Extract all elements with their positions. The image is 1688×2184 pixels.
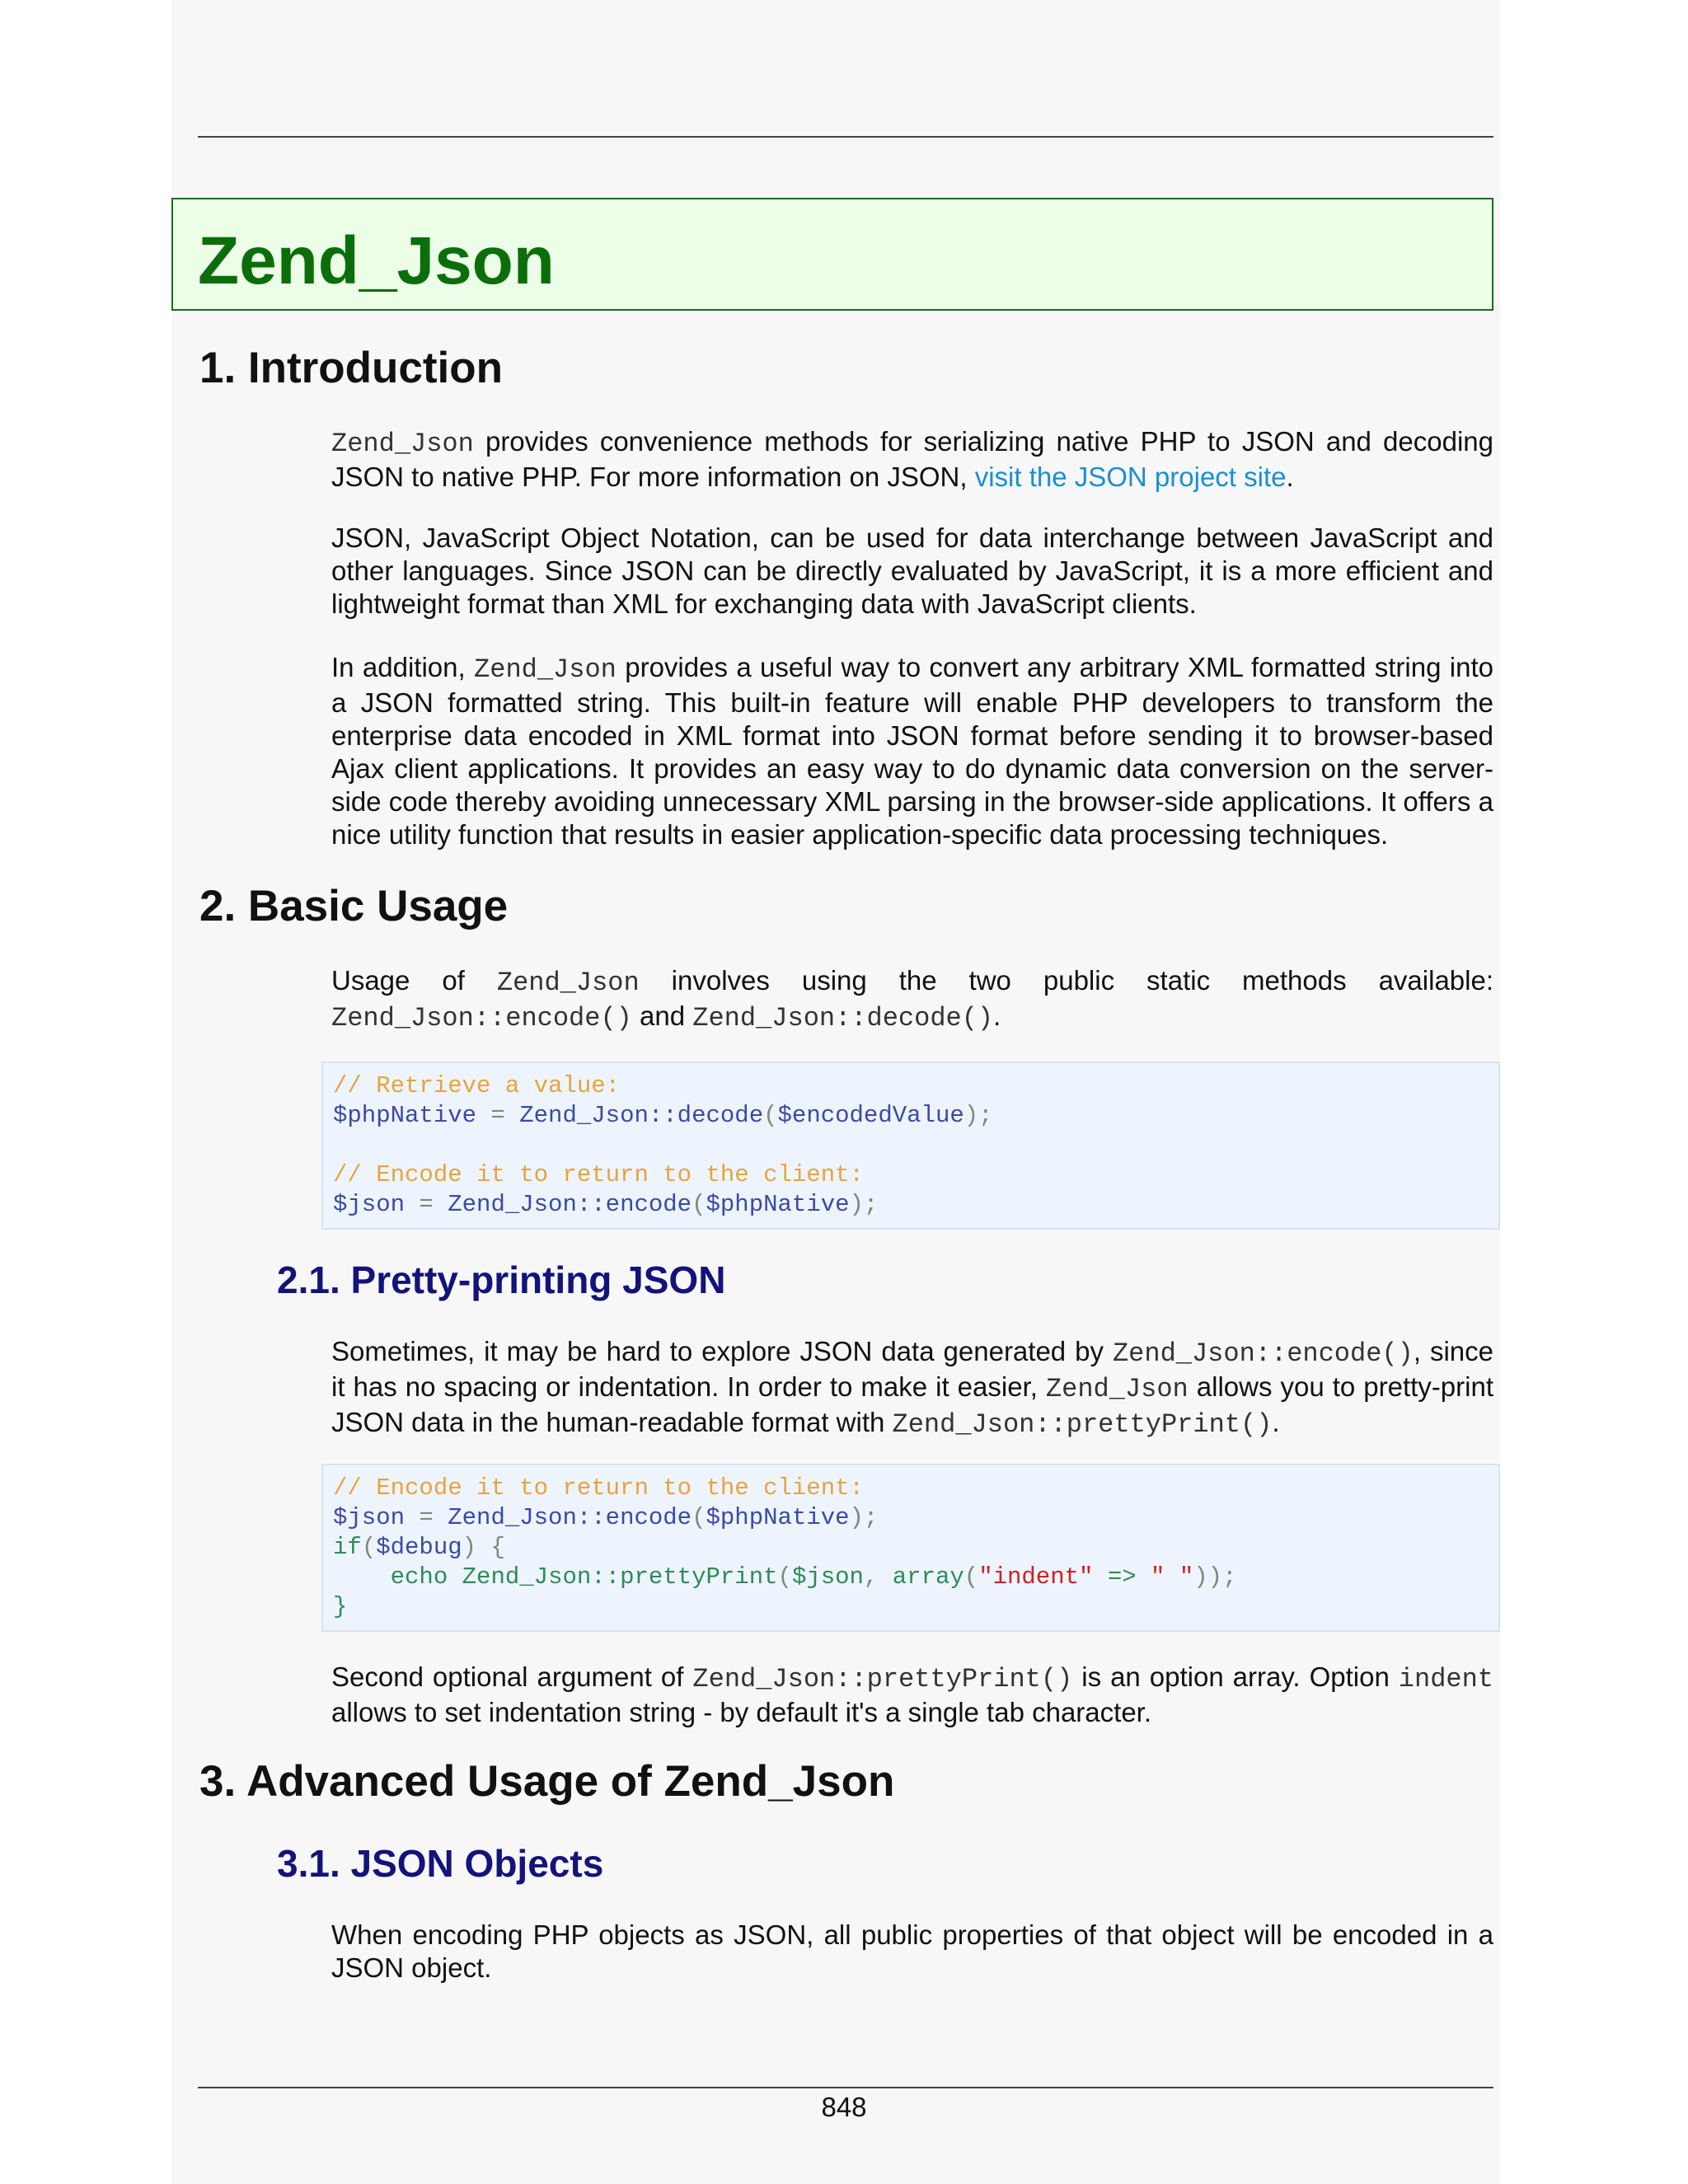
inline-code: Zend_Json — [331, 429, 474, 459]
code-punctuation: ); — [964, 1102, 993, 1129]
code-line — [333, 1474, 1489, 1503]
page-number: 848 — [821, 2092, 867, 2122]
code-line — [333, 1533, 1489, 1563]
code-punctuation: ( — [763, 1102, 778, 1129]
paragraph-text: Usage of — [331, 965, 497, 996]
paragraph-text: and — [631, 1001, 693, 1031]
code-string: " " — [1151, 1563, 1194, 1591]
code-punctuation: )); — [1193, 1563, 1237, 1591]
code-variable: $json — [333, 1504, 406, 1531]
code-line — [333, 1190, 1489, 1220]
code-keyword: echo — [390, 1563, 448, 1591]
section-heading-introduction: 1. Introduction — [199, 344, 504, 392]
subsection-heading-pretty-printing: 2.1. Pretty-printing JSON — [277, 1258, 726, 1301]
code-line-blank — [333, 1131, 1489, 1160]
code-punctuation: , — [863, 1563, 893, 1591]
header-rule — [198, 136, 1493, 138]
code-variable: $phpNative — [706, 1191, 850, 1218]
inline-code: Zend_Json::encode() — [1112, 1338, 1414, 1369]
code-string: "indent" — [978, 1563, 1094, 1591]
code-variable: $json — [791, 1563, 864, 1591]
code-function: Zend_Json::encode — [448, 1504, 692, 1531]
paragraph-text: Second optional argument of — [331, 1661, 693, 1692]
title-box — [171, 198, 1493, 311]
code-line — [333, 1160, 1489, 1190]
paragraph-text: In addition, — [331, 652, 475, 682]
paragraph-text: , since it has no spacing or indentation. In order to make it easier, — [331, 1336, 1493, 1402]
pretty-printing-paragraph — [331, 1335, 1493, 1441]
paragraph-text: Sometimes, it may be hard to explore JSON data generated by — [331, 1336, 1113, 1366]
code-variable: $phpNative — [333, 1102, 477, 1129]
paragraph-text: is an option array. Option — [1072, 1661, 1399, 1692]
code-function: Zend_Json::decode — [519, 1102, 764, 1129]
inline-code: indent — [1398, 1664, 1493, 1694]
paragraph-text: allows you to pretty-print JSON data in the human-readable format with — [331, 1371, 1493, 1437]
code-line — [333, 1101, 1489, 1131]
paragraph-text: provides a useful way to convert any arbitrary XML formatted string into a JSON formatted string. This built-in feature will enable PHP developers to transform the enterprise data encoded in XML format into JSON format before sending it to browser-based Ajax client applications. It provides an easy way to do dynamic data conversion on the server-side code thereby avoiding unnecessary XML parsing in the browser-side applications. It offers a nice utility function that results in easier application-specific data processing techniques. — [331, 652, 1494, 850]
json-objects-paragraph: When encoding PHP objects as JSON, all public properties of that object will be encoded in a JSON object. — [331, 1919, 1493, 1983]
code-operator: = — [405, 1504, 448, 1531]
code-space — [448, 1563, 462, 1591]
code-punctuation: ( — [692, 1191, 706, 1218]
code-variable: $json — [333, 1191, 406, 1218]
code-line — [333, 1563, 1489, 1592]
intro-paragraph-1 — [331, 425, 1493, 494]
code-punctuation: ( — [692, 1504, 706, 1531]
code-punctuation: ); — [849, 1191, 879, 1218]
inline-code: Zend_Json — [1045, 1374, 1189, 1404]
code-operator: => — [1093, 1563, 1151, 1591]
footer-rule — [198, 2087, 1493, 2088]
code-punctuation: ( — [964, 1563, 979, 1591]
code-punctuation: ( — [361, 1534, 377, 1561]
section-heading-advanced-usage: 3. Advanced Usage of Zend_Json — [199, 1757, 895, 1806]
paragraph-text: . — [993, 1001, 1001, 1031]
code-punctuation: } — [333, 1593, 348, 1620]
code-punctuation: ) { — [462, 1534, 505, 1561]
code-comment: // Retrieve a value: — [333, 1072, 621, 1099]
code-keyword: array — [892, 1563, 964, 1591]
code-variable: $encodedValue — [777, 1102, 964, 1129]
paragraph-text: allows to set indentation string - by default it's a single tab character. — [331, 1697, 1152, 1727]
page-title: Zend_Json — [198, 223, 555, 298]
code-indent — [333, 1563, 391, 1591]
code-punctuation: ); — [849, 1504, 879, 1531]
paragraph-text: . — [1272, 1407, 1280, 1437]
code-block-basic-usage — [321, 1062, 1500, 1230]
inline-code: Zend_Json::encode() — [331, 1003, 632, 1033]
code-function: Zend_Json::encode — [448, 1191, 692, 1218]
inline-code: Zend_Json::prettyPrint() — [892, 1409, 1273, 1440]
code-variable: $phpNative — [706, 1504, 850, 1531]
code-punctuation: ( — [777, 1563, 792, 1591]
code-operator: = — [405, 1191, 448, 1218]
json-project-link[interactable]: visit the JSON project site — [974, 462, 1287, 492]
code-line — [333, 1071, 1489, 1101]
code-block-pretty-print — [321, 1464, 1500, 1632]
code-keyword: if — [333, 1534, 362, 1561]
inline-code: Zend_Json — [496, 968, 640, 998]
code-variable: $debug — [376, 1534, 462, 1561]
inline-code: Zend_Json::decode() — [692, 1003, 994, 1033]
section-heading-basic-usage: 2. Basic Usage — [199, 882, 509, 930]
code-line — [333, 1503, 1489, 1533]
code-comment: // Encode it to return to the client: — [333, 1161, 864, 1188]
paragraph-text: involves using the two public static methods available: — [639, 965, 1494, 996]
paragraph-text: provides convenience methods for serializing native PHP to JSON and decoding JSON to native PHP. For more information on JSON, — [331, 426, 1493, 492]
pretty-print-options-paragraph — [331, 1661, 1493, 1729]
basic-usage-paragraph — [331, 964, 1493, 1035]
intro-paragraph-2: JSON, JavaScript Object Notation, can be used for data interchange between JavaScript and other languages. Since JSON can be directly evaluated by JavaScript, it is a more efficient and lightweight format than XML for exchanging data with JavaScript clients. — [331, 523, 1493, 619]
inline-code: Zend_Json — [474, 654, 617, 685]
intro-paragraph-3 — [331, 651, 1493, 851]
subsection-heading-json-objects: 3.1. JSON Objects — [277, 1842, 604, 1885]
inline-code: Zend_Json::prettyPrint() — [692, 1664, 1073, 1694]
code-operator: = — [476, 1102, 520, 1129]
code-comment: // Encode it to return to the client: — [333, 1474, 864, 1502]
code-line — [333, 1592, 1489, 1622]
code-function: Zend_Json::prettyPrint — [462, 1563, 778, 1591]
paragraph-text: . — [1286, 462, 1294, 492]
